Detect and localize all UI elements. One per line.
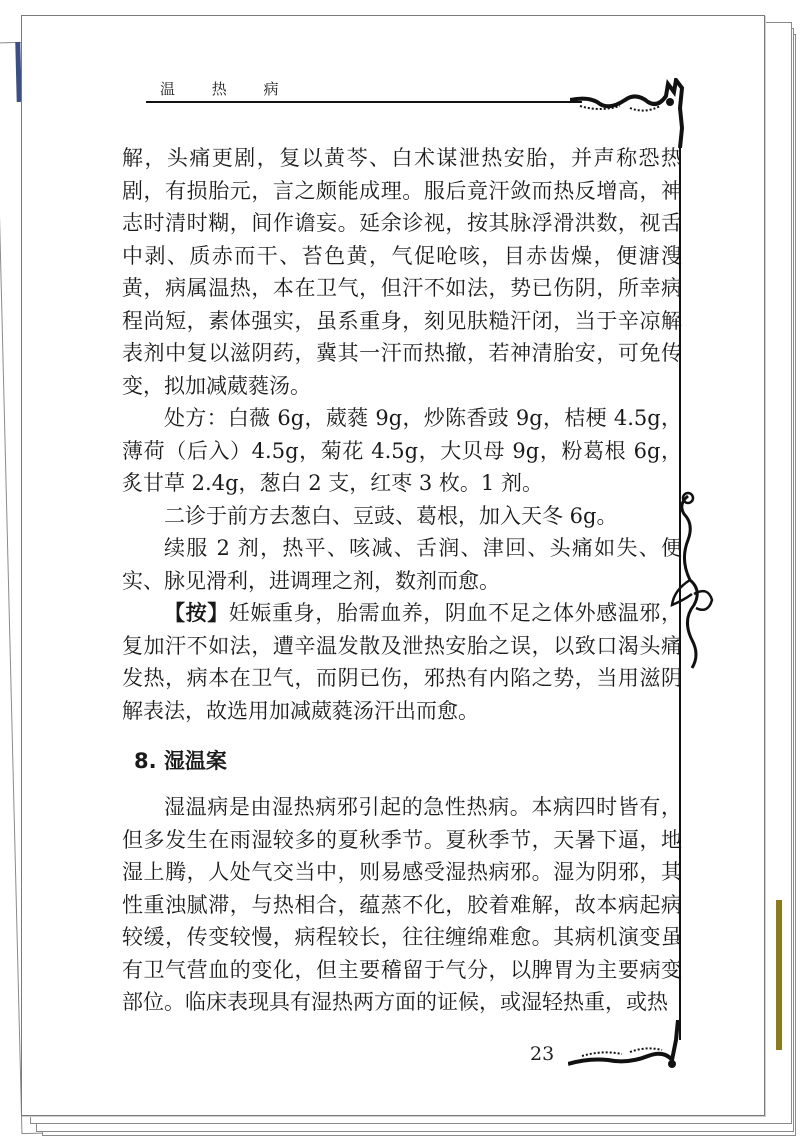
page-number: 23 xyxy=(530,1043,555,1065)
running-head: 温 热 病 xyxy=(160,80,295,98)
header-rule xyxy=(146,101,582,103)
commentary-text: 妊娠重身，胎需血养，阴血不足之体外感温邪，复加汗不如法，遭辛温发散及泄热安胎之误，以致口渴头痛发热，病本在卫气，而阴已伤，邪热有内陷之势，当用滋阴解表法，故选用加减葳蕤汤汗出而愈。 xyxy=(122,601,683,723)
section-title: 8. 湿温案 xyxy=(134,749,227,773)
paragraph-case-continuation: 解，头痛更剧，复以黄芩、白术谋泄热安胎，并声称恐热剧，有损胎元，言之颇能成理。服后竟汗敛而热反增高，神志时清时糊，间作谵妄。延余诊视，按其脉浮滑洪数，视舌中剥、质赤而干、苔色黄，气促呛咳，目赤齿燥，便溏溲黄，病属温热，本在卫气，但汗不如法，势已伤阴，所幸病程尚短，素体强实，虽系重身，刻见肤糙汗闭，当于辛凉解表剂中复以滋阴药，冀其一汗而热撤，若神清胎安，可免传变，拟加减葳蕤汤。 xyxy=(122,146,682,398)
paragraph-second-visit: 二诊于前方去葱白、豆豉、葛根，加入天冬 6g。 xyxy=(164,503,618,528)
corner-ornament-top-icon xyxy=(570,78,690,148)
page-body xyxy=(122,142,682,1019)
paragraph-outcome: 续服 2 剂，热平、咳减、舌润、津回、头痛如失、便实、脉见滑利，进调理之剂，数剂而愈。 xyxy=(122,536,682,593)
paragraph-prescription: 处方：白薇 6g，葳蕤 9g，炒陈香豉 9g，桔梗 4.5g，薄荷（后入）4.5g，菊花 4.5g，大贝母 9g，粉葛根 6g，炙甘草 2.4g，葱白 2 支，红枣 3 枚。1 剂。 xyxy=(122,406,682,495)
paragraph-damp-warmth-intro: 湿温病是由湿热病邪引起的急性热病。本病四时皆有，但多发生在雨湿较多的夏秋季节。夏秋季节，天暑下逼，地湿上腾，人处气交当中，则易感受湿热病邪。湿为阴邪，其性重浊腻滞，与热相合，蕴蒸不化，胶着难解，故本病起病较缓，传变较慢，病程较长，往往缠绵难愈。其病机演变虽有卫气营血的变化，但主要稽留于气分，以脾胃为主要病变部位。临床表现具有湿热两方面的证候，或湿轻热重，或热 xyxy=(122,795,682,1014)
corner-ornament-bottom-icon xyxy=(568,1020,688,1080)
paragraph-commentary xyxy=(122,597,682,727)
gold-page-edge xyxy=(776,900,782,1050)
commentary-label: 【按】 xyxy=(164,601,229,625)
